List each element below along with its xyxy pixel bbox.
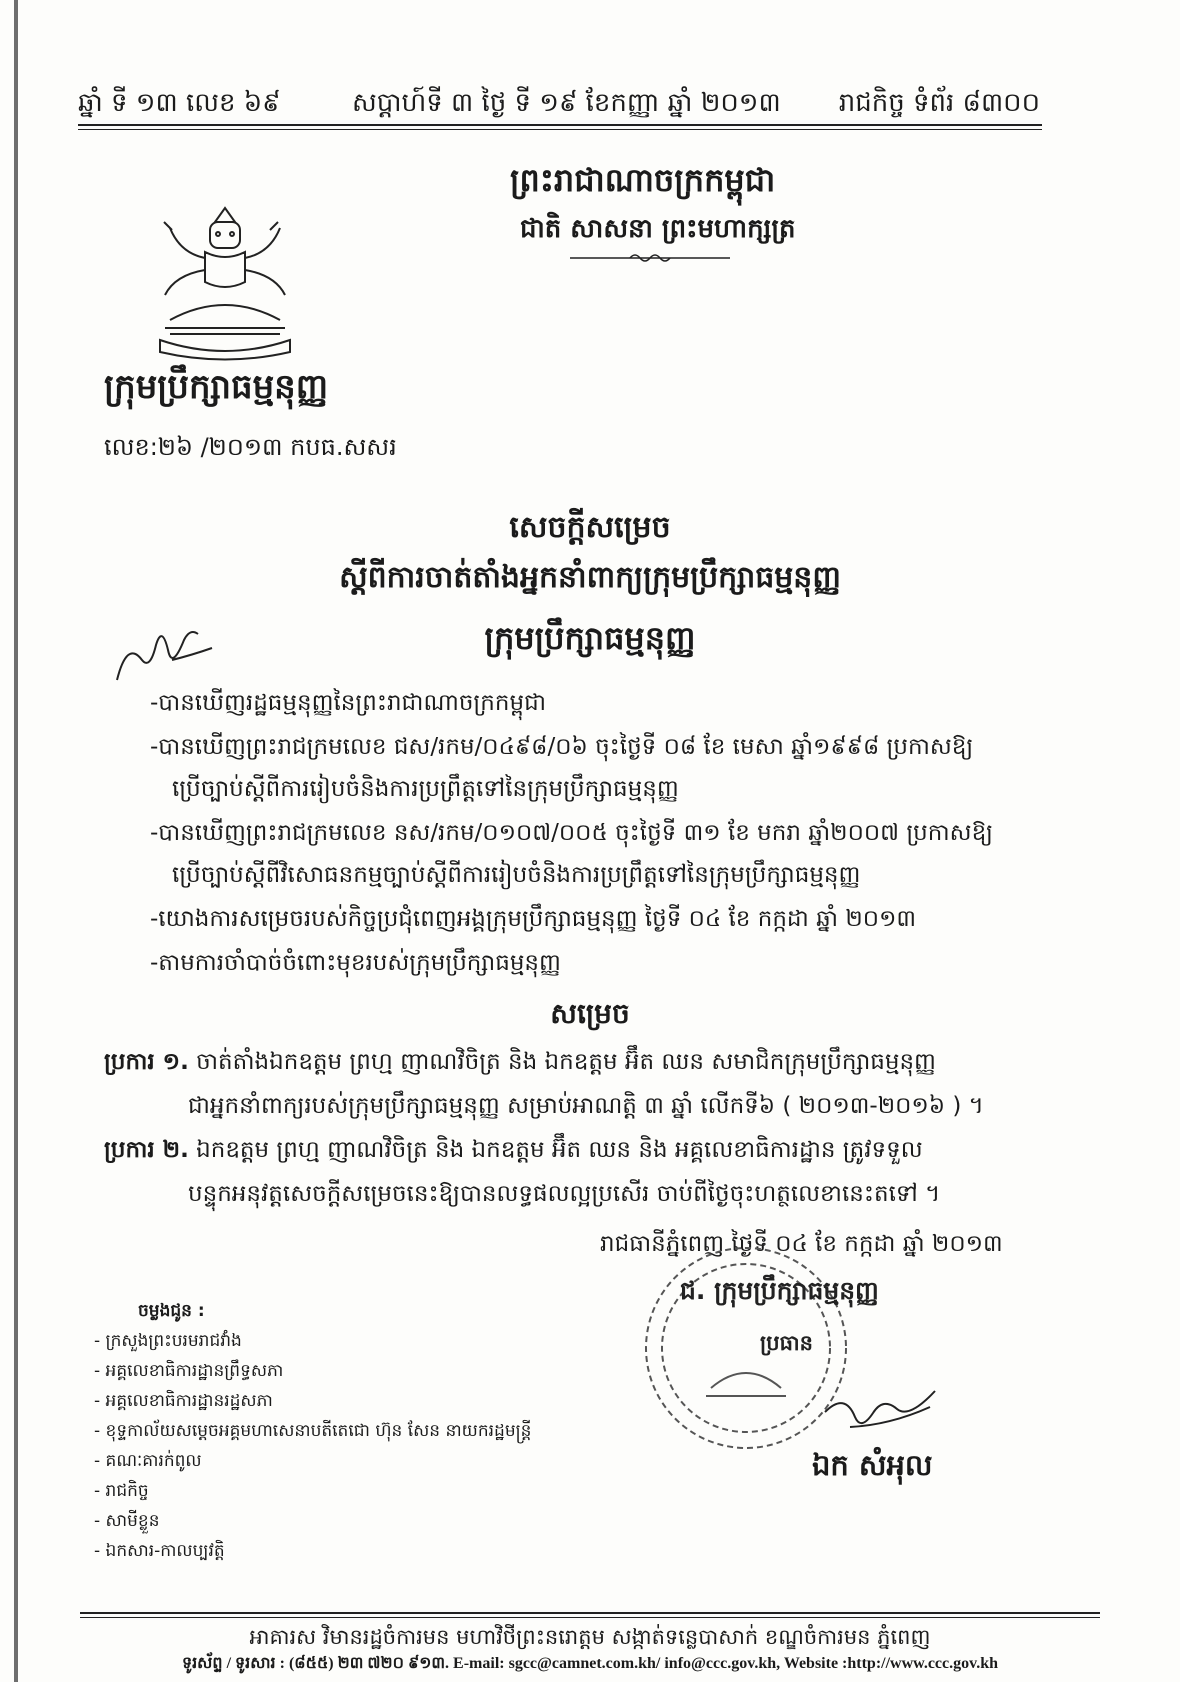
gazette-issue: ឆ្នាំ ទី ១៣ លេខ ៦៩ [78, 88, 281, 118]
articles-block [104, 1040, 1054, 1216]
recital-line: -បានឃើញរដ្ឋធម្មនុញ្ញនៃព្រះរាជាណាចក្រកម្ពុជា [150, 690, 546, 716]
recital-item [150, 726, 1070, 810]
article-text: ឯកឧត្តម ព្រហ្ម ញាណវិចិត្រ និង ឯកឧត្តម អ៊ឹត ឈន និង អគ្គលេខាធិការដ្ឋាន ត្រូវទទួល [196, 1137, 923, 1163]
article-text: ចាត់តាំងឯកឧត្តម ព្រហ្ម ញាណវិចិត្រ និង ឯកឧត្តម អ៊ឹត ឈន សមាជិកក្រុមប្រឹក្សាធម្មនុញ្ញ [196, 1049, 936, 1075]
recital-item [150, 812, 1070, 896]
national-motto: ជាតិ សាសនា ព្រះមហាក្សត្រ [520, 214, 796, 244]
recipients-heading: ចម្លងជូន : [138, 1301, 205, 1321]
recital-line: ប្រើច្បាប់ស្តីពីការរៀបចំនិងការប្រព្រឹត្តទៅនៃក្រុមប្រឹក្សាធម្មនុញ្ញ [172, 776, 679, 802]
signatory-name: ឯក សំអុល [812, 1448, 933, 1482]
handwritten-signature [820, 1382, 940, 1442]
document-issuer: ក្រុមប្រឹក្សាធម្មនុញ្ញ [484, 619, 696, 657]
article-text-continued: បន្ទុកអនុវត្តសេចក្តីសម្រេចនេះឱ្យបានលទ្ធផលល្អប្រសើរ ចាប់ពីថ្ងៃចុះហត្ថលេខានេះតទៅ ។ [188, 1181, 941, 1207]
scan-edge-line [14, 0, 18, 1682]
recipient-item: - ក្រសួងព្រះបរមរាជវាំង [94, 1331, 242, 1351]
recital-item [150, 682, 1070, 724]
decides-heading: សម្រេច [550, 997, 630, 1030]
stamp-role: ប្រធាន [760, 1331, 813, 1355]
recipient-item: - ឯកសារ-កាលប្បវត្តិ [94, 1541, 225, 1561]
document-type: សេចក្តីសម្រេច [509, 510, 671, 545]
nation-name: ព្រះរាជាណាចក្រកម្ពុជា [510, 161, 776, 199]
article-label: ប្រការ ២. [104, 1137, 189, 1163]
recital-line: ប្រើច្បាប់ស្តីពីវិសោធនកម្មច្បាប់ស្តីពីការរៀបចំនិងការប្រព្រឹត្តទៅនៃក្រុមប្រឹក្សាធម្មនុញ្ញ [172, 862, 861, 888]
footer-rule-thin [80, 1617, 1100, 1618]
recipient-item: - រាជកិច្ច [94, 1481, 149, 1501]
footer-contact: ទូរស័ព្ទ / ទូរសារ : (៨៥៥) ២៣ ៧២០ ៩១៣. E-mail: sgcc@camnet.com.kh/ info@ccc.gov.kh, Website :http://www.ccc.gov.kh [181, 1655, 999, 1672]
recital-line: -តាមការចាំបាច់ចំពោះមុខរបស់ក្រុមប្រឹក្សាធម្មនុញ្ញ [150, 950, 561, 976]
council-emblem-icon [150, 200, 300, 365]
footer-address: អាគារស វិមានរដ្ឋចំការមន មហាវិថីព្រះនរោត្តម សង្កាត់ទន្លេបាសាក់ ខណ្ឌចំការមន ភ្នំពេញ [249, 1625, 931, 1649]
header-rule [78, 124, 1042, 126]
article-2 [104, 1128, 1054, 1216]
recipient-item: - អគ្គលេខាធិការដ្ឋានរដ្ឋសភា [94, 1391, 273, 1411]
recipient-item: - សាមីខ្លួន [94, 1511, 160, 1531]
handwritten-initials [112, 620, 222, 690]
issuing-council: ក្រុមប្រឹក្សាធម្មនុញ្ញ [104, 367, 329, 407]
article-1 [104, 1040, 1054, 1128]
recipient-item: - អគ្គលេខាធិការដ្ឋានព្រឹទ្ធសភា [94, 1361, 284, 1381]
gazette-date: សប្តាហ៍ទី ៣ ថ្ងៃ ទី ១៩ ខែកញ្ញា ឆ្នាំ ២០១៣ [352, 88, 781, 118]
recipient-item: - ខុទ្ទកាល័យសម្តេចអគ្គមហាសេនាបតីតេជោ ហ៊ុន សែន នាយករដ្ឋមន្ត្រី [94, 1421, 532, 1441]
recipient-item: - គណៈគារក់ពូល [94, 1451, 202, 1471]
gazette-page: រាជកិច្ច ទំព័រ ៨៣០០ [838, 88, 1040, 118]
recitals-list [150, 682, 1070, 986]
stamp-label: ជ. ក្រុមប្រឹក្សាធម្មនុញ្ញ [680, 1276, 879, 1305]
recital-line: -បានឃើញព្រះរាជក្រមលេខ ជស/រកម/០៤៩៨/០៦ ចុះថ្ងៃទី ០៨ ខែ មេសា ឆ្នាំ១៩៩៨ ប្រកាសឱ្យ [150, 734, 974, 760]
document-subject: ស្តីពីការចាត់តាំងអ្នកនាំពាក្យក្រុមប្រឹក្សាធម្មនុញ្ញ [339, 560, 841, 595]
place-and-date: រាជធានីភ្នំពេញ ថ្ងៃទី ០៤ ខែ កក្កដា ឆ្នាំ ២០១៣ [600, 1231, 1003, 1257]
recital-line: -យោងការសម្រេចរបស់កិច្ចប្រជុំពេញអង្គក្រុមប្រឹក្សាធម្មនុញ្ញ ថ្ងៃទី ០៤ ខែ កក្កដា ឆ្នាំ ២០១៣ [150, 906, 917, 932]
article-text-continued: ជាអ្នកនាំពាក្យរបស់ក្រុមប្រឹក្សាធម្មនុញ្ញ សម្រាប់អាណត្តិ ៣ ឆ្នាំ លើកទី៦ ( ២០១៣-២០១៦ ) ។ [188, 1093, 984, 1119]
header-rule-thin [78, 129, 1042, 130]
ornament-divider [570, 252, 730, 264]
reference-number: លេខ:២៦ /២០១៣ កបធ.សសរ [104, 433, 397, 461]
recital-item [150, 942, 1070, 984]
recital-line: -បានឃើញព្រះរាជក្រមលេខ នស/រកម/០១០៧/០០៥ ចុះថ្ងៃទី ៣១ ខែ មករា ឆ្នាំ២០០៧ ប្រកាសឱ្យ [150, 820, 994, 846]
recipients-list [94, 1326, 531, 1566]
recital-item [150, 898, 1070, 940]
article-label: ប្រការ ១. [104, 1049, 189, 1075]
footer-rule [80, 1612, 1100, 1614]
